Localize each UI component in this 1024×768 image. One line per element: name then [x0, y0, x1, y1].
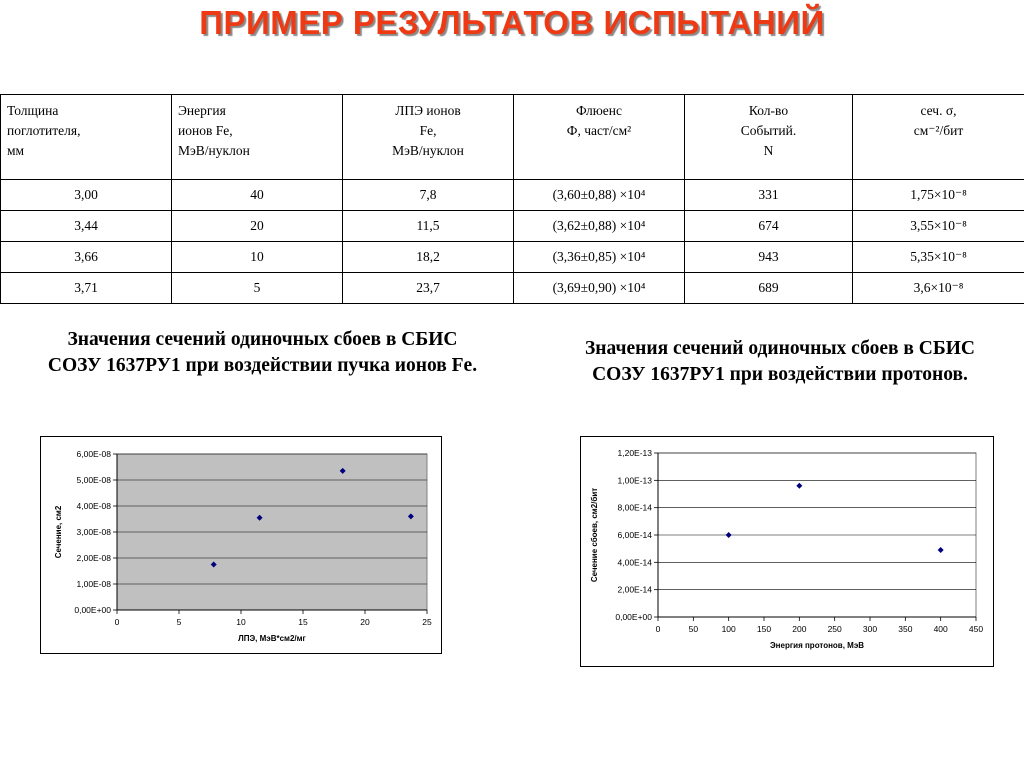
table-cell: 3,71 — [1, 273, 172, 304]
proton-chart-x-tick-label: 150 — [756, 624, 772, 634]
table-cell: 3,44 — [1, 211, 172, 242]
header-fe-let: ЛПЭ ионов Fe, МэВ/нуклон — [343, 95, 514, 180]
proton-chart-y-tick-label: 1,20E-13 — [617, 448, 652, 458]
proton-chart-x-tick-label: 450 — [968, 624, 984, 634]
table-cell: 11,5 — [343, 211, 514, 242]
fe-chart-y-tick-label: 5,00E-08 — [76, 475, 111, 485]
table-cell: 5 — [172, 273, 343, 304]
fe-chart-x-tick-label: 15 — [298, 617, 308, 627]
header-event-count: Кол-во Событий. N — [685, 95, 853, 180]
proton-chart-x-tick-label: 100 — [721, 624, 736, 634]
fe-chart-svg — [41, 437, 441, 653]
table-cell: (3,36±0,85) ×10⁴ — [514, 242, 685, 273]
fe-cross-section-chart — [40, 436, 442, 654]
fe-chart-x-tick-label: 5 — [176, 617, 182, 627]
proton-chart-x-tick-label: 50 — [688, 624, 699, 634]
proton-chart-caption: Значения сечений одиночных сбоев в СБИС СОЗУ 1637РУ1 при воздействии протонов. — [584, 338, 976, 385]
table-header-row — [1, 95, 1024, 180]
fe-chart-y-tick-label: 6,00E-08 — [76, 449, 111, 459]
proton-chart-y-tick-label: 0,00E+00 — [615, 612, 652, 622]
fe-chart-y-tick-label: 0,00E+00 — [74, 605, 111, 615]
table-cell: 10 — [172, 242, 343, 273]
fe-chart-y-tick-label: 2,00E-08 — [76, 553, 111, 563]
header-fe-energy: Энергия ионов Fe, МэВ/нуклон — [172, 95, 343, 180]
fe-chart-y-tick-label: 4,00E-08 — [76, 501, 111, 511]
table-cell: 674 — [685, 211, 853, 242]
table-row — [1, 211, 1024, 242]
proton-chart-y-tick-label: 1,00E-13 — [617, 475, 652, 486]
fe-chart-caption: Значения сечений одиночных сбоев в СБИС СОЗУ 1637РУ1 при воздействии пучка ионов Fe. — [47, 329, 478, 376]
proton-chart-y-tick-label: 6,00E-14 — [617, 530, 652, 540]
proton-chart-y-tick-label: 2,00E-14 — [617, 584, 652, 595]
proton-chart-y-tick-label: 4,00E-14 — [617, 557, 652, 568]
header-absorber-thickness: Толщина поглотителя, мм — [1, 95, 172, 180]
header-fluence: Флюенс Ф, част/см² — [514, 95, 685, 180]
table-cell: 689 — [685, 273, 853, 304]
table-cell: (3,69±0,90) ×10⁴ — [514, 273, 685, 304]
proton-chart-x-tick-label: 200 — [792, 624, 807, 634]
table-cell: 943 — [685, 242, 853, 273]
proton-chart-svg — [581, 437, 993, 666]
table-cell: 5,35×10⁻⁸ — [853, 242, 1024, 273]
page-title: ПРИМЕР РЕЗУЛЬТАТОВ ИСПЫТАНИЙ — [199, 4, 825, 41]
fe-chart-y-tick-label: 3,00E-08 — [76, 527, 111, 537]
table-cell: 3,55×10⁻⁸ — [853, 211, 1024, 242]
fe-chart-y-axis-title: Сечение, см2 — [54, 505, 63, 559]
table-cell: 23,7 — [343, 273, 514, 304]
table-cell: 20 — [172, 211, 343, 242]
fe-chart-y-tick-label: 1,00E-08 — [76, 579, 111, 589]
table-cell: 3,66 — [1, 242, 172, 273]
proton-chart-x-tick-label: 350 — [898, 624, 913, 634]
fe-chart-x-tick-label: 0 — [114, 617, 120, 627]
fe-chart-x-tick-label: 10 — [236, 617, 246, 627]
proton-chart-x-tick-label: 250 — [827, 624, 842, 634]
header-cross-section: сеч. σ, см⁻²/бит — [853, 95, 1024, 180]
fe-chart-x-tick-label: 20 — [360, 617, 370, 627]
table-cell: 7,8 — [343, 180, 514, 211]
table-cell: (3,60±0,88) ×10⁴ — [514, 180, 685, 211]
proton-chart-y-tick-label: 8,00E-14 — [617, 502, 652, 513]
table-cell: 40 — [172, 180, 343, 211]
proton-chart-x-tick-label: 0 — [655, 624, 661, 634]
fe-chart-x-axis-title: ЛПЭ, МэВ*см2/мг — [238, 634, 306, 643]
fe-chart-x-tick-label: 25 — [422, 617, 432, 627]
proton-chart-y-axis-title: Сечение сбоев, см2/бит — [590, 487, 599, 583]
table-cell: (3,62±0,88) ×10⁴ — [514, 211, 685, 242]
proton-cross-section-chart — [580, 436, 994, 667]
table-cell: 3,00 — [1, 180, 172, 211]
proton-chart-x-tick-label: 300 — [862, 624, 878, 634]
results-table — [0, 94, 1024, 304]
table-row — [1, 273, 1024, 304]
table-cell: 1,75×10⁻⁸ — [853, 180, 1024, 211]
proton-chart-x-axis-title: Энергия протонов, МэВ — [769, 641, 865, 650]
table-row — [1, 242, 1024, 273]
table-cell: 3,6×10⁻⁸ — [853, 273, 1024, 304]
table-cell: 331 — [685, 180, 853, 211]
proton-chart-x-tick-label: 400 — [933, 624, 948, 634]
table-cell: 18,2 — [343, 242, 514, 273]
table-row — [1, 180, 1024, 211]
